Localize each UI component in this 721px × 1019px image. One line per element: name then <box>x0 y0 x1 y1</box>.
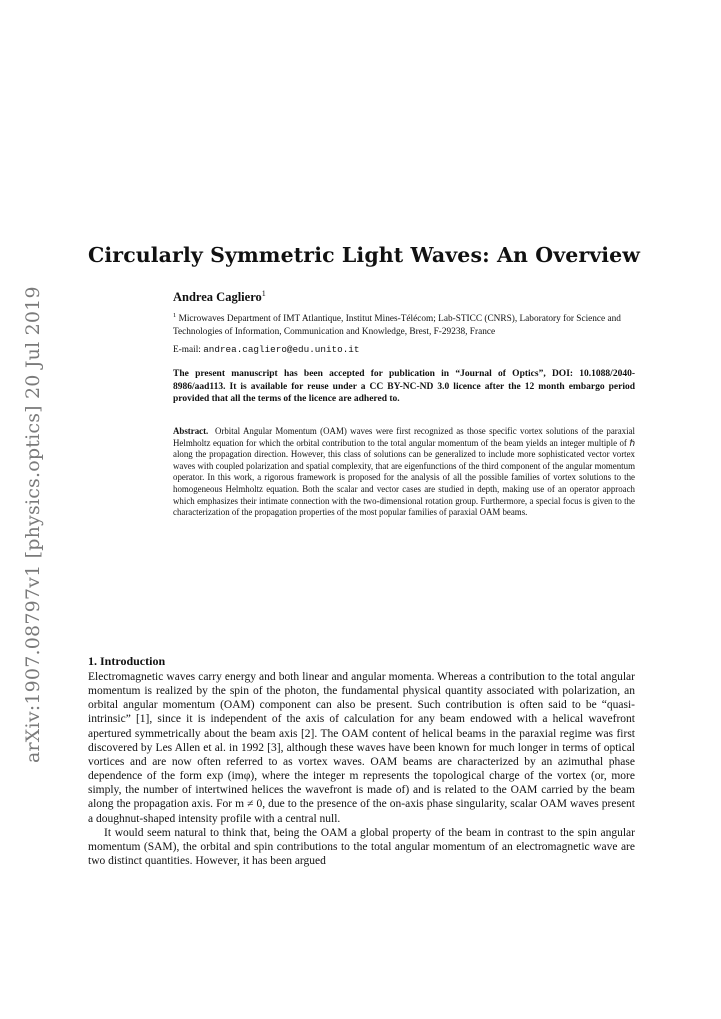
introduction-section <box>88 654 635 868</box>
affiliation <box>173 310 635 338</box>
email-line <box>173 344 635 355</box>
body-paragraph: It would seem natural to think that, being the OAM a global property of the beam in contrast to the spin angular momentum (SAM), the orbital and spin contributions to the total angular momentum of an electromagnetic wave are two distinct quantities. However, it has been argued <box>88 826 635 868</box>
author-line <box>173 289 635 305</box>
abstract-label: Abstract. <box>173 425 209 436</box>
abstract-text: Orbital Angular Momentum (OAM) waves were first recognized as those specific vortex solutions of the paraxial Helmholtz equation for which the orbital contribution to the total angular momentum of the beam yields an integer multiple of ℏ along the propagation direction. However, this class of solutions can be generalized to include more sophisticated vector vortex waves with coupled polarization and spatial complexity, that are eigenfunctions of the third component of the angular momentum operator. In this work, a rigorous framework is proposed for the analysis of all the possible families of vortex solutions to the homogeneous Helmholtz equation. Both the scalar and vector cases are studied in depth, making use of an operator approach which emphasizes their intimate connection with the two-dimensional rotation group. Furthermore, a special focus is given to the characterization of the propagation properties of the most popular families of paraxial OAM beams. <box>173 425 635 518</box>
section-heading: 1. Introduction <box>88 654 166 668</box>
author-affiliation-marker: 1 <box>261 289 266 298</box>
author-name: Andrea Cagliero <box>173 290 262 305</box>
paper-title: Circularly Symmetric Light Waves: An Overview <box>88 243 641 267</box>
front-matter <box>173 289 635 519</box>
email-address[interactable]: andrea.cagliero@edu.unito.it <box>203 343 360 355</box>
publication-notice: The present manuscript has been accepted for publication in “Journal of Optics”, DOI: 10.1088/2040-8986/aad113. It is available for reuse under a CC BY-NC-ND 3.0 licence after the 12 month embargo period provided that all the terms of the licence are adhered to. <box>173 368 635 405</box>
body-paragraph: Electromagnetic waves carry energy and both linear and angular momenta. Whereas a contribution to the total angular momentum is realized by the spin of the photon, the fundamental physical quantity associated with polarization, an orbital angular momentum (OAM) component can also be present. Such contribution is often said to be “quasi-intrinsic” [1], since it is independent of the axis of calculation for any beam endowed with a helical wavefront apertured symmetrically about the beam axis [2]. The OAM content of helical beams in the paraxial regime was first discovered by Les Allen et al. in 1992 [3], although these waves have been known for much longer in terms of optical vortices and are now often referred to as vortex waves. OAM beams are characterized by an azimuthal phase dependence of the form exp (imφ), where the integer m represents the topological charge of the vortex (or, more simply, the number of intertwined helices the wavefront is made of) and is related to the OAM carried by the beam along the propagation axis. For m ≠ 0, due to the presence of the on-axis phase singularity, scalar OAM waves present a doughnut-shaped intensity profile with a central null. <box>88 671 635 825</box>
affiliation-marker: 1 <box>173 312 177 320</box>
abstract <box>173 426 635 519</box>
arxiv-identifier-stamp: arXiv:1907.08797v1 [physics.optics] 20 Jul 2019 <box>22 286 44 763</box>
affiliation-text: Microwaves Department of IMT Atlantique, Institut Mines-Télécom; Lab-STICC (CNRS), Laboratory for Science and Technologies of Information, Communication and Knowledge, Brest, F-29238, France <box>173 314 621 337</box>
email-label: E-mail: <box>173 344 204 355</box>
